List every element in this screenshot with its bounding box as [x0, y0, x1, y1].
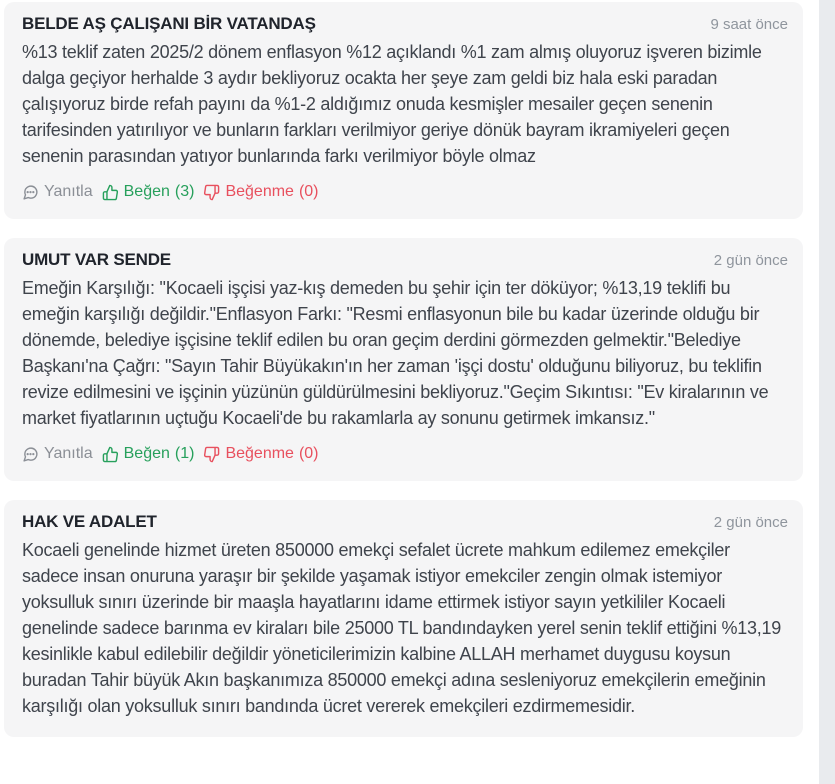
dislike-button[interactable]: [203, 183, 318, 201]
reply-button[interactable]: [22, 183, 93, 201]
like-label: Beğen: [123, 445, 170, 462]
thumbs-down-icon: [203, 184, 220, 201]
reply-label: Yanıtla: [44, 445, 93, 462]
comment-card: [4, 500, 803, 737]
comment-dots-icon: [22, 184, 39, 201]
comment-author: BELDE AŞ ÇALIŞANI BİR VATANDAŞ: [22, 14, 316, 33]
thumbs-up-icon: [102, 184, 119, 201]
comment-actions: [22, 445, 788, 463]
comment-timestamp: 2 gün önce: [713, 514, 788, 531]
like-button[interactable]: [102, 183, 195, 201]
dislike-button[interactable]: [203, 445, 318, 463]
comment-card: [4, 2, 803, 219]
thumbs-up-icon: [102, 446, 119, 463]
comment-body: %13 teklif zaten 2025/2 dönem enflasyon %12 açıklandı %1 zam almış oluyoruz işveren bizimle dalga geçiyor herhalde 3 aydır bekliyoruz ocakta her şeye zam geldi biz hala eski paradan çalışıyoruz birde refah payını da %1-2 aldığımız onuda kesmişler mesailer geçen senenin tarifesinden yatırılıyor ve bunların farkları verilmiyor geriye dönük bayram ikramiyeleri geçen senenin parasından yatıyor bunlarında farkı verilmiyor böyle olmaz: [22, 42, 762, 166]
reply-button[interactable]: [22, 445, 93, 463]
like-count: (3): [174, 183, 195, 200]
like-label: Beğen: [123, 183, 170, 200]
comment-timestamp: 9 saat önce: [710, 16, 788, 33]
comment-actions: [22, 183, 788, 201]
comment-list: [4, 2, 803, 737]
dislike-count: (0): [298, 183, 319, 200]
comment-dots-icon: [22, 446, 39, 463]
comment-body: Emeğin Karşılığı: "Kocaeli işçisi yaz-kış demeden bu şehir için ter döküyor; %13,19 teklifi bu emeğin karşılığı değildir."Enflasyon Farkı: "Resmi enflasyonun bile bu kadar üzerinde olduğu bir dönemde, belediye işçisine teklif edilen bu oran geçim derdini görmezden gelmektir."Belediye Başkanı'na Çağrı: "Sayın Tahir Büyükakın'ın her zaman 'işçi dostu' olduğunu biliyoruz, bu teklifin revize edilmesini ve işçinin yüzünün güldürülmesini bekliyoruz."Geçim Sıkıntısı: "Ev kiralarının ve market fiyatlarının uçtuğu Kocaeli'de bu rakamlarla ay sonunu getirmek imkansız.": [22, 278, 769, 428]
comment-timestamp: 2 gün önce: [713, 252, 788, 269]
like-button[interactable]: [102, 445, 195, 463]
comment-header: [22, 14, 788, 34]
comment-header: [22, 250, 788, 270]
comment-card: [4, 238, 803, 481]
comment-header: [22, 512, 788, 532]
reply-label: Yanıtla: [44, 183, 93, 200]
dislike-count: (0): [298, 445, 319, 462]
dislike-label: Beğenme: [225, 183, 294, 200]
comment-author: HAK VE ADALET: [22, 512, 157, 531]
like-count: (1): [174, 445, 195, 462]
comment-author: UMUT VAR SENDE: [22, 250, 171, 269]
dislike-label: Beğenme: [225, 445, 294, 462]
thumbs-down-icon: [203, 446, 220, 463]
comment-body: Kocaeli genelinde hizmet üreten 850000 emekçi sefalet ücrete mahkum edilemez emekçiler sadece insan onuruna yaraşır bir şekilde yaşamak istiyor emekciler zengin olmak istemiyor yoksulluk sınırı üzerinde bir maaşla hayatlarını idame ettirmek istiyor sayın yetkililer Kocaeli genelinde sadece barınma ev kiraları bile 25000 TL bandındayken yerel senin teklif ettiğini %13,19 kesinlikle kabul edilebilir değildir yöneticilerimizin kalbine ALLAH merhamet duygusu koysun buradan Tahir büyük Akın başkanımıza 850000 emekçi adına sesleniyoruz emekçilerin emeğinin karşılığı olan yoksulluk sınırı bandında ücret vererek emekçileri ezdirmemesidir.: [22, 540, 782, 716]
page-edge-strip: [819, 0, 835, 784]
